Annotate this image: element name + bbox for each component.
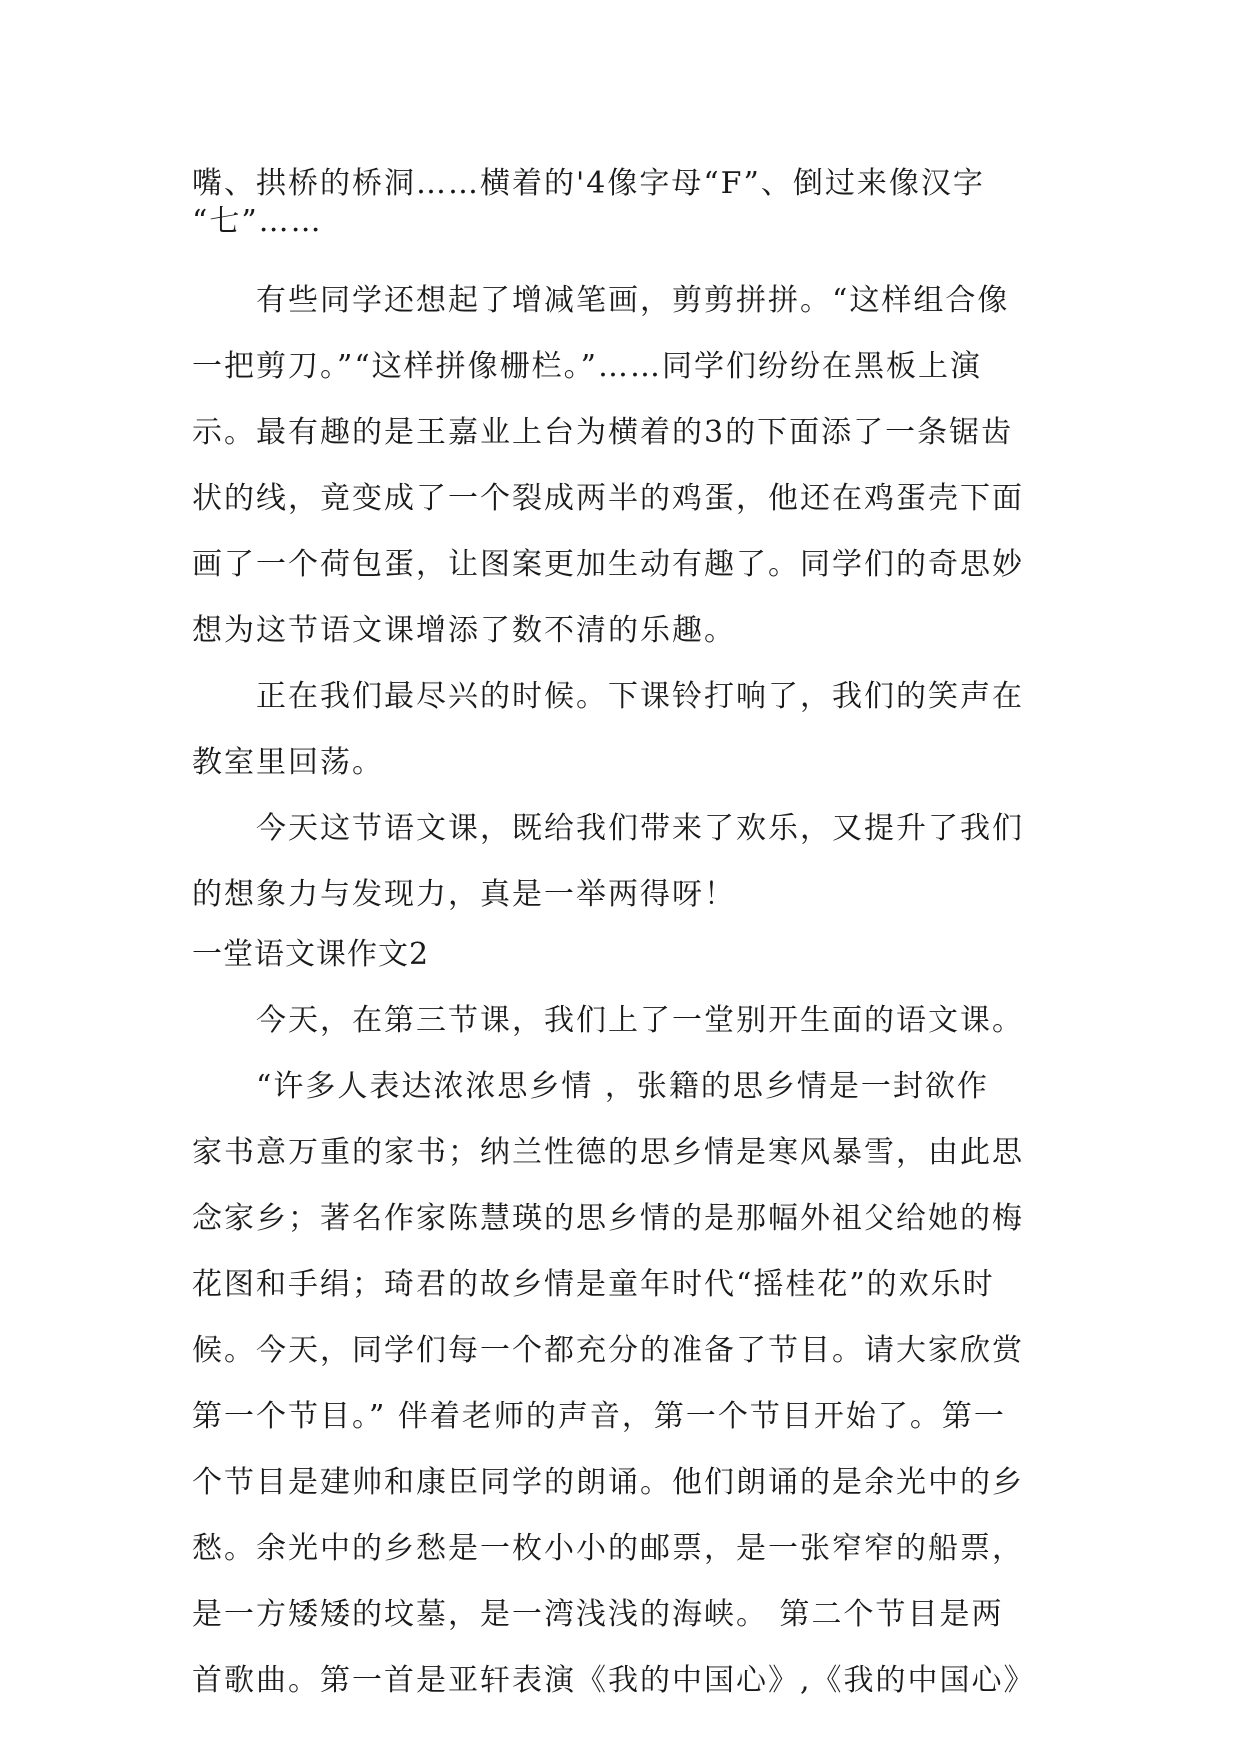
- text-line: 家书意万重的家书；纳兰性德的思乡情是寒风暴雪，由此思: [192, 1135, 1024, 1170]
- paragraph-line: 正在我们最尽兴的时候。下课铃打响了，我们的笑声在: [256, 679, 1024, 714]
- text-line: 教室里回荡。: [192, 745, 384, 780]
- text-line: 候。今天，同学们每一个都充分的准备了节目。请大家欣赏: [192, 1333, 1024, 1368]
- text-line: 的想象力与发现力，真是一举两得呀！: [192, 877, 736, 912]
- text-line: 首歌曲。第一首是亚轩表演《我的中国心》,《我的中国心》: [192, 1663, 1036, 1698]
- text-line: 花图和手绢；琦君的故乡情是童年时代“摇桂花”的欢乐时: [192, 1267, 995, 1302]
- text-line: 画了一个荷包蛋，让图案更加生动有趣了。同学们的奇思妙: [192, 547, 1024, 582]
- section-heading: 一堂语文课作文2: [192, 937, 430, 972]
- text-line: 第一个节目。” 伴着老师的声音，第一个节目开始了。第一: [192, 1399, 1006, 1434]
- text-line: 是一方矮矮的坟墓，是一湾浅浅的海峡。 第二个节目是两: [192, 1597, 1004, 1632]
- text-line: 念家乡；著名作家陈慧瑛的思乡情的是那幅外祖父给她的梅: [192, 1201, 1024, 1236]
- text-line: 示。最有趣的是王嘉业上台为横着的3的下面添了一条锯齿: [192, 415, 1014, 450]
- text-line: “七”……: [192, 204, 323, 239]
- paragraph-line: “许多人表达浓浓思乡情 ，张籍的思乡情是一封欲作: [256, 1069, 989, 1104]
- text-line: 一把剪刀。”“这样拼像栅栏。”……同学们纷纷在黑板上演: [192, 349, 983, 384]
- text-line: 愁。余光中的乡愁是一枚小小的邮票，是一张窄窄的船票，: [192, 1531, 1024, 1566]
- text-line: 嘴、拱桥的桥洞……横着的'4像字母“F”、倒过来像汉字: [192, 166, 985, 201]
- paragraph-line: 今天这节语文课，既给我们带来了欢乐，又提升了我们: [256, 811, 1024, 846]
- text-line: 个节目是建帅和康臣同学的朗诵。他们朗诵的是余光中的乡: [192, 1465, 1024, 1500]
- text-line: 状的线，竟变成了一个裂成两半的鸡蛋，他还在鸡蛋壳下面: [192, 481, 1024, 516]
- paragraph-line: 今天，在第三节课，我们上了一堂别开生面的语文课。: [256, 1003, 1024, 1038]
- text-line: 想为这节语文课增添了数不清的乐趣。: [192, 613, 736, 648]
- paragraph-line: 有些同学还想起了增减笔画，剪剪拼拼。“这样组合像: [256, 283, 1010, 318]
